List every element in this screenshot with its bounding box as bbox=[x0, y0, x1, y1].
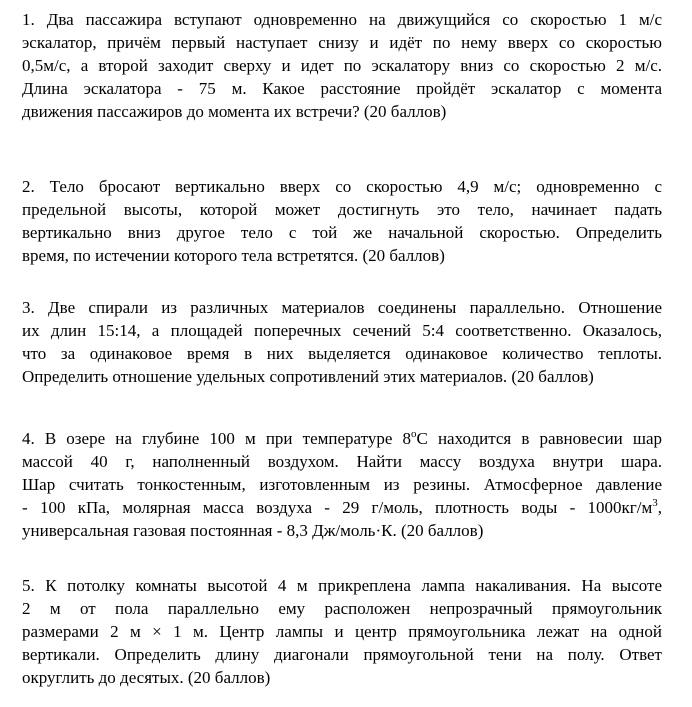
problem-5-line-4: вертикали. Определить длину диагонали прямоугольной тени на полу. Ответ bbox=[22, 645, 662, 664]
problem-3-line-1: 3. Две спирали из различных материалов соединены параллельно. Отношение bbox=[22, 298, 662, 317]
problem-1-line-2: эскалатор, причём первый наступает снизу и идёт по нему вверх со скоростью bbox=[22, 33, 662, 52]
problem-2-line-2: предельной высоты, которой может достигнуть это тело, начинает падать bbox=[22, 200, 662, 219]
problem-2-line-1: 2. Тело бросают вертикально вверх со скоростью 4,9 м/с; одновременно с bbox=[22, 177, 662, 196]
problem-1-line-5: движения пассажиров до момента их встречи? (20 баллов) bbox=[22, 102, 447, 121]
problem-4-line-3: Шар считать тонкостенным, изготовленным из резины. Атмосферное давление bbox=[22, 475, 662, 494]
degree-superscript: o bbox=[411, 428, 417, 440]
cubic-superscript: 3 bbox=[652, 497, 658, 509]
problem-4-line-1 bbox=[22, 427, 662, 450]
problem-5-line-3: размерами 2 м × 1 м. Центр лампы и центр прямоугольника лежат на одной bbox=[22, 622, 662, 641]
problem-1-line-3: 0,5м/с, а второй заходит сверху и идет по эскалатору вниз со скоростью 2 м/с. bbox=[22, 56, 662, 75]
problem-5-line-1: 5. К потолку комнаты высотой 4 м прикреплена лампа накаливания. На высоте bbox=[22, 576, 662, 595]
problem-5 bbox=[22, 574, 662, 689]
problem-1-line-1: 1. Два пассажира вступают одновременно на движущийся со скоростью 1 м/с bbox=[22, 10, 662, 29]
problem-3-line-4: Определить отношение удельных сопротивлений этих материалов. (20 баллов) bbox=[22, 367, 594, 386]
problem-3 bbox=[22, 296, 662, 388]
problem-4-line-4-text: - 100 кПа, молярная масса воздуха - 29 г/моль, плотность воды - 1000кг/м bbox=[22, 498, 653, 517]
problem-4-line-2: массой 40 г, наполненный воздухом. Найти массу воздуха внутри шара. bbox=[22, 452, 662, 471]
problem-4 bbox=[22, 427, 662, 542]
problem-1-line-4: Длина эскалатора - 75 м. Какое расстояние пройдёт эскалатор с момента bbox=[22, 79, 662, 98]
problem-3-line-2: их длин 15:14, а площадей поперечных сечений 5:4 соответственно. Оказалось, bbox=[22, 321, 662, 340]
problem-4-line-4-tail: , bbox=[657, 498, 662, 517]
problem-2-line-4: время, по истечении которого тела встретятся. (20 баллов) bbox=[22, 246, 445, 265]
problem-5-line-2: 2 м от пола параллельно ему расположен непрозрачный прямоугольник bbox=[22, 599, 662, 618]
problem-4-line-1-tail: С находится в равновесии шар bbox=[416, 429, 663, 448]
problem-3-line-3: что за одинаковое время в них выделяется одинаковое количество теплоты. bbox=[22, 344, 662, 363]
problem-1 bbox=[22, 8, 662, 123]
problem-4-line-4 bbox=[22, 496, 662, 519]
problem-4-line-1-text: 4. В озере на глубине 100 м при температуре 8 bbox=[22, 429, 411, 448]
problem-2 bbox=[22, 175, 662, 267]
problem-4-line-5: универсальная газовая постоянная - 8,3 Дж/моль·К. (20 баллов) bbox=[22, 521, 484, 540]
problem-2-line-3: вертикально вниз другое тело с той же начальной скоростью. Определить bbox=[22, 223, 662, 242]
problem-5-line-5: округлить до десятых. (20 баллов) bbox=[22, 668, 271, 687]
